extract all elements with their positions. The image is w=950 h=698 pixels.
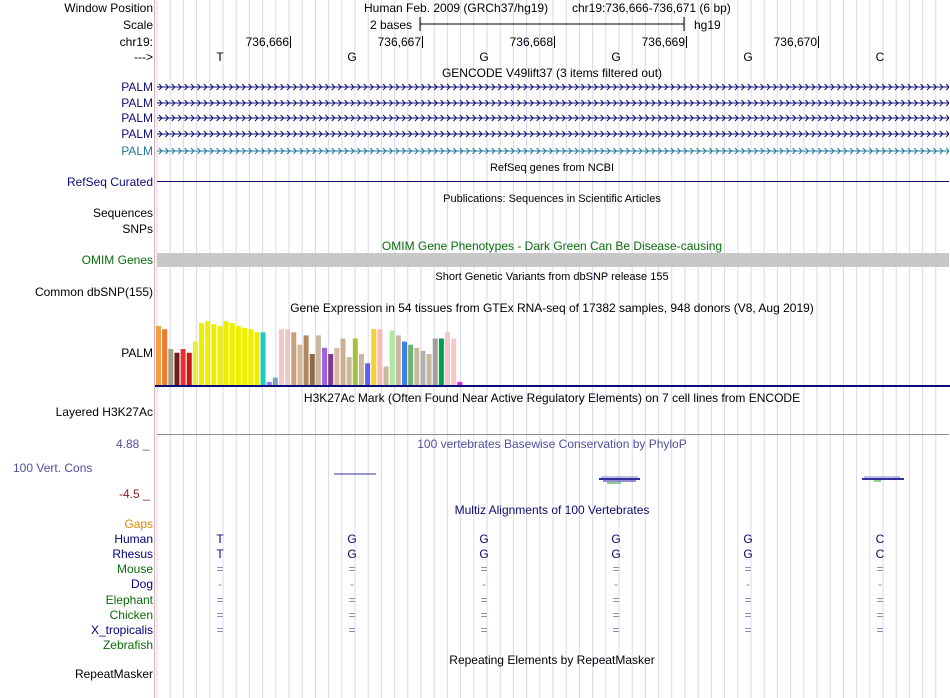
gtex-track-label[interactable]: PALM xyxy=(121,346,153,360)
base-letter: G xyxy=(347,50,357,64)
multiz-base: G xyxy=(347,532,357,546)
chrom-label: chr19: xyxy=(119,35,153,49)
gencode-item-label[interactable]: PALM xyxy=(121,127,153,141)
gtex-bar xyxy=(162,329,167,385)
gtex-bar xyxy=(205,321,210,385)
gencode-item-label[interactable]: PALM xyxy=(121,80,153,94)
multiz-base: G xyxy=(479,532,489,546)
gencode-transcript[interactable] xyxy=(157,146,949,156)
omim-bar[interactable] xyxy=(157,253,949,267)
multiz-base: G xyxy=(479,547,489,561)
multiz-species-label[interactable]: Chicken xyxy=(109,608,153,622)
multiz-base: = xyxy=(612,562,620,576)
dbsnp-track-label[interactable]: Common dbSNP(155) xyxy=(34,285,153,299)
position-text: chr19:736,666-736,671 (6 bp) xyxy=(572,1,731,15)
multiz-base: G xyxy=(611,547,621,561)
multiz-base: = xyxy=(876,608,884,622)
gtex-bar xyxy=(254,332,259,385)
gtex-bar xyxy=(230,323,235,385)
cons-max-label: 4.88 _ xyxy=(116,437,150,451)
repeatmasker-track-title: Repeating Elements by RepeatMasker xyxy=(449,653,655,667)
gtex-bar xyxy=(273,378,278,385)
multiz-base: = xyxy=(480,562,488,576)
multiz-base: - xyxy=(218,577,222,591)
base-letter: G xyxy=(611,50,621,64)
position-tick-label: 736,668 xyxy=(509,35,553,49)
multiz-base: G xyxy=(347,547,357,561)
multiz-base: = xyxy=(744,608,752,622)
gtex-bar xyxy=(224,321,229,385)
gtex-bar xyxy=(168,349,173,385)
gtex-bar xyxy=(396,335,401,385)
position-tick-mark xyxy=(686,36,687,48)
multiz-base: = xyxy=(612,623,620,637)
position-tick-mark xyxy=(422,36,423,48)
multiz-base: - xyxy=(746,577,750,591)
gtex-bar xyxy=(377,329,382,385)
multiz-base: - xyxy=(878,577,882,591)
gtex-bar xyxy=(334,348,339,385)
gtex-bar xyxy=(457,382,462,385)
gencode-track-title: GENCODE V49lift37 (3 items filtered out) xyxy=(441,66,663,80)
refseq-line[interactable] xyxy=(157,181,949,182)
gtex-bar xyxy=(291,332,296,385)
base-letter: G xyxy=(479,50,489,64)
multiz-base: = xyxy=(216,562,224,576)
gtex-bar xyxy=(248,329,253,385)
gencode-transcript[interactable] xyxy=(157,98,949,108)
gtex-bar xyxy=(187,353,192,385)
multiz-base: - xyxy=(614,577,618,591)
scale-db: hg19 xyxy=(694,18,721,32)
dbsnp-track-title: Short Genetic Variants from dbSNP release 155 xyxy=(435,271,669,283)
gtex-bar xyxy=(384,366,389,385)
multiz-species-label[interactable]: Zebrafish xyxy=(102,638,153,652)
multiz-base: C xyxy=(875,547,885,561)
cons-track-title: 100 vertebrates Basewise Conservation by PhyloP xyxy=(417,437,687,451)
multiz-base: = xyxy=(744,562,752,576)
position-tick-label: 736,667 xyxy=(377,35,421,49)
scale-label: Scale xyxy=(122,18,153,32)
gtex-bar xyxy=(365,363,370,385)
refseq-track-label[interactable]: RefSeq Curated xyxy=(66,175,153,189)
gtex-bar xyxy=(414,348,419,385)
cons-min-label: -4.5 _ xyxy=(119,487,150,501)
base-letter: C xyxy=(875,50,885,64)
multiz-species-label[interactable]: Human xyxy=(114,532,153,546)
gtex-bar xyxy=(199,323,204,385)
position-tick-label: 736,669 xyxy=(641,35,685,49)
gtex-bar xyxy=(359,354,364,385)
multiz-base: = xyxy=(216,623,224,637)
gtex-bar xyxy=(193,342,198,385)
assembly-text: Human Feb. 2009 (GRCh37/hg19) xyxy=(364,1,549,15)
base-letter: T xyxy=(216,50,224,64)
position-tick-mark xyxy=(290,36,291,48)
gtex-bar xyxy=(420,351,425,385)
h3k27ac-track-label[interactable]: Layered H3K27Ac xyxy=(55,405,153,419)
gtex-bar xyxy=(261,332,266,385)
h3k27ac-baseline xyxy=(157,434,949,435)
multiz-base: = xyxy=(348,623,356,637)
multiz-species-label[interactable]: Elephant xyxy=(105,593,153,607)
gtex-bar xyxy=(347,357,352,385)
multiz-base: T xyxy=(216,532,224,546)
repeatmasker-track-label[interactable]: RepeatMasker xyxy=(74,667,153,681)
position-tick-label: 736,666 xyxy=(245,35,289,49)
gtex-bar xyxy=(445,332,450,385)
multiz-track-title: Multiz Alignments of 100 Vertebrates xyxy=(454,503,650,517)
multiz-base: = xyxy=(216,593,224,607)
multiz-base: = xyxy=(744,593,752,607)
multiz-base: C xyxy=(875,532,885,546)
gtex-bar xyxy=(408,345,413,385)
gtex-bar xyxy=(316,335,321,385)
position-tick-label: 736,670 xyxy=(773,35,817,49)
gtex-bar-chart[interactable] xyxy=(155,316,950,388)
multiz-base: - xyxy=(482,577,486,591)
multiz-base: = xyxy=(348,593,356,607)
gencode-item-label[interactable]: PALM xyxy=(121,144,153,158)
gtex-bar xyxy=(242,328,247,385)
gtex-bar xyxy=(310,354,315,385)
omim-track-title: OMIM Gene Phenotypes - Dark Green Can Be Disease-causing xyxy=(381,239,723,253)
gtex-bar xyxy=(433,339,438,386)
gtex-bar xyxy=(304,335,309,385)
gtex-bar xyxy=(371,329,376,385)
scale-text: 2 bases xyxy=(370,18,413,32)
gtex-bar xyxy=(402,342,407,385)
gtex-bar xyxy=(174,353,179,385)
gtex-bar xyxy=(267,382,272,385)
multiz-base: = xyxy=(876,593,884,607)
gtex-bar xyxy=(353,339,358,386)
multiz-base: = xyxy=(876,623,884,637)
position-tick-mark xyxy=(818,36,819,48)
gtex-bar xyxy=(427,354,432,385)
gtex-bar xyxy=(236,326,241,385)
gencode-transcript[interactable] xyxy=(157,82,949,92)
gtex-bar xyxy=(390,330,395,385)
base-letter: G xyxy=(743,50,753,64)
gencode-item-label[interactable]: PALM xyxy=(121,111,153,125)
position-tick-mark xyxy=(554,36,555,48)
publications-snps-label[interactable]: SNPs xyxy=(122,222,153,236)
refseq-track-title: RefSeq genes from NCBI xyxy=(489,162,615,174)
multiz-species-label[interactable]: X_tropicalis xyxy=(90,623,153,637)
gtex-bar xyxy=(181,349,186,385)
multiz-base: = xyxy=(612,593,620,607)
multiz-base: = xyxy=(744,623,752,637)
multiz-base: G xyxy=(743,547,753,561)
publications-sequences-label[interactable]: Sequences xyxy=(92,206,153,220)
gencode-item-label[interactable]: PALM xyxy=(121,96,153,110)
multiz-base: = xyxy=(348,608,356,622)
gencode-transcript[interactable] xyxy=(157,113,949,123)
gencode-transcript[interactable] xyxy=(157,129,949,139)
multiz-base: = xyxy=(480,593,488,607)
multiz-species-label[interactable]: Mouse xyxy=(116,562,153,576)
omim-track-label[interactable]: OMIM Genes xyxy=(81,253,153,267)
gtex-bar xyxy=(341,339,346,386)
multiz-base: G xyxy=(611,532,621,546)
multiz-base: = xyxy=(480,623,488,637)
multiz-species-label[interactable]: Rhesus xyxy=(112,547,153,561)
gtex-bar xyxy=(328,354,333,385)
cons-track-label[interactable]: 100 Vert. Cons xyxy=(13,461,93,475)
multiz-base: = xyxy=(216,608,224,622)
gtex-bar xyxy=(211,324,216,385)
gtex-bar xyxy=(156,326,161,385)
scale-bar xyxy=(418,16,688,32)
gtex-bar xyxy=(297,345,302,385)
multiz-base: T xyxy=(216,547,224,561)
gtex-bar xyxy=(439,339,444,386)
multiz-base: - xyxy=(350,577,354,591)
gtex-bar xyxy=(218,326,223,385)
multiz-base: = xyxy=(348,562,356,576)
h3k27ac-track-title: H3K27Ac Mark (Often Found Near Active Regulatory Elements) on 7 cell lines from ENCODE xyxy=(303,391,801,405)
gtex-bar xyxy=(279,329,284,385)
multiz-base: = xyxy=(876,562,884,576)
strand-arrow-label: ---> xyxy=(134,50,153,64)
gtex-bar xyxy=(322,348,327,385)
multiz-base: = xyxy=(480,608,488,622)
multiz-species-label[interactable]: Dog xyxy=(130,577,153,591)
multiz-base: G xyxy=(743,532,753,546)
publications-track-title: Publications: Sequences in Scientific Articles xyxy=(443,193,661,205)
cons-signal[interactable] xyxy=(155,466,950,490)
multiz-base: = xyxy=(612,608,620,622)
window-position-label: Window Position xyxy=(64,1,153,15)
multiz-gaps-label[interactable]: Gaps xyxy=(124,517,153,531)
gtex-bar xyxy=(285,329,290,385)
gtex-bar xyxy=(451,339,456,386)
gtex-track-title: Gene Expression in 54 tissues from GTEx RNA-seq of 17382 samples, 948 donors (V8, Aug 2019) xyxy=(290,301,814,315)
